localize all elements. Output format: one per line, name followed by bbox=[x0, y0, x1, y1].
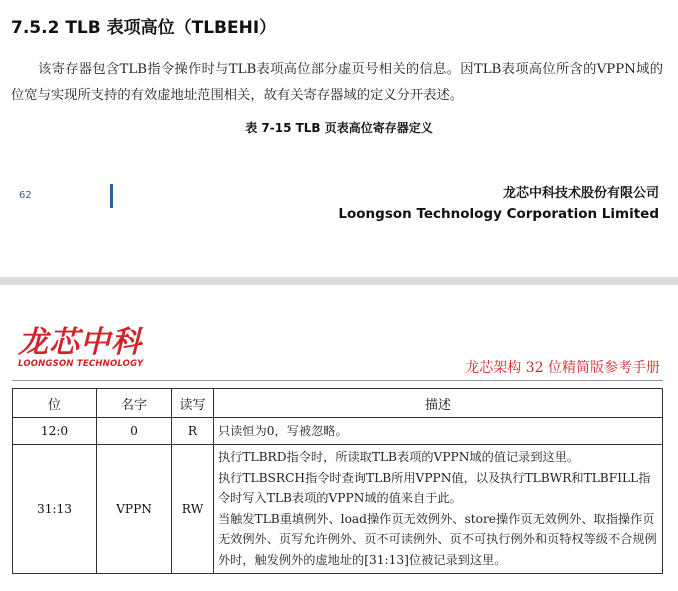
footer-divider bbox=[110, 184, 113, 208]
logo-en-text: LOONGSON TECHNOLOGY bbox=[18, 359, 144, 369]
header-desc: 描述 bbox=[214, 389, 663, 418]
loongson-logo bbox=[18, 327, 158, 373]
header-name: 名字 bbox=[97, 389, 172, 418]
table-row bbox=[13, 445, 663, 574]
register-table bbox=[12, 388, 663, 574]
cell-bits: 31:13 bbox=[13, 445, 97, 574]
desc-line: 执行TLBSRCH指令时查询TLB所用VPPN值，以及执行TLBWR和TLBFILL指令时写入TLB表项的VPPN域的值来自于此。 bbox=[218, 470, 651, 506]
cell-desc: 只读恒为0，写被忽略。 bbox=[214, 418, 663, 445]
cell-name: 0 bbox=[97, 418, 172, 445]
cell-rw: RW bbox=[172, 445, 214, 574]
footer-company-en: Loongson Technology Corporation Limited bbox=[338, 206, 659, 222]
cell-bits: 12:0 bbox=[13, 418, 97, 445]
section-paragraph: 该寄存器包含TLB指令操作时与TLB表项高位部分虚页号相关的信息。因TLB表项高位所含的VPPN域的位宽与实现所支持的有效虚地址范围相关，故有关寄存器域的定义分开表述。 bbox=[11, 62, 663, 103]
header-rule bbox=[12, 380, 663, 381]
logo-cn-text: 龙芯中科 bbox=[18, 325, 142, 360]
table-row bbox=[13, 418, 663, 445]
cell-desc bbox=[214, 445, 663, 574]
table-header-row bbox=[13, 389, 663, 418]
cell-rw: R bbox=[172, 418, 214, 445]
manual-title: 龙芯架构 32 位精简版参考手册 bbox=[465, 360, 660, 376]
footer-company-cn: 龙芯中科技术股份有限公司 bbox=[502, 186, 659, 201]
header-rw: 读写 bbox=[172, 389, 214, 418]
top-page bbox=[0, 0, 678, 277]
page-break bbox=[0, 277, 678, 285]
desc-line: 执行TLBRD指令时，所读取TLB表项的VPPN域的值记录到这里。 bbox=[218, 450, 580, 464]
header-bits: 位 bbox=[13, 389, 97, 418]
section-heading: 7.5.2 TLB 表项高位（TLBEHI） bbox=[11, 18, 277, 38]
desc-line: 当触发TLB重填例外、load操作页无效例外、store操作页无效例外、取指操作页无效例外、页写允许例外、页不可读例外、页不可执行例外和页特权等级不合规例外时，触发例外的虚地址的[31:13]位被记录到这里。 bbox=[218, 511, 657, 567]
cell-name: VPPN bbox=[97, 445, 172, 574]
table-caption: 表 7-15 TLB 页表高位寄存器定义 bbox=[245, 121, 433, 135]
page-number: 62 bbox=[19, 190, 32, 201]
